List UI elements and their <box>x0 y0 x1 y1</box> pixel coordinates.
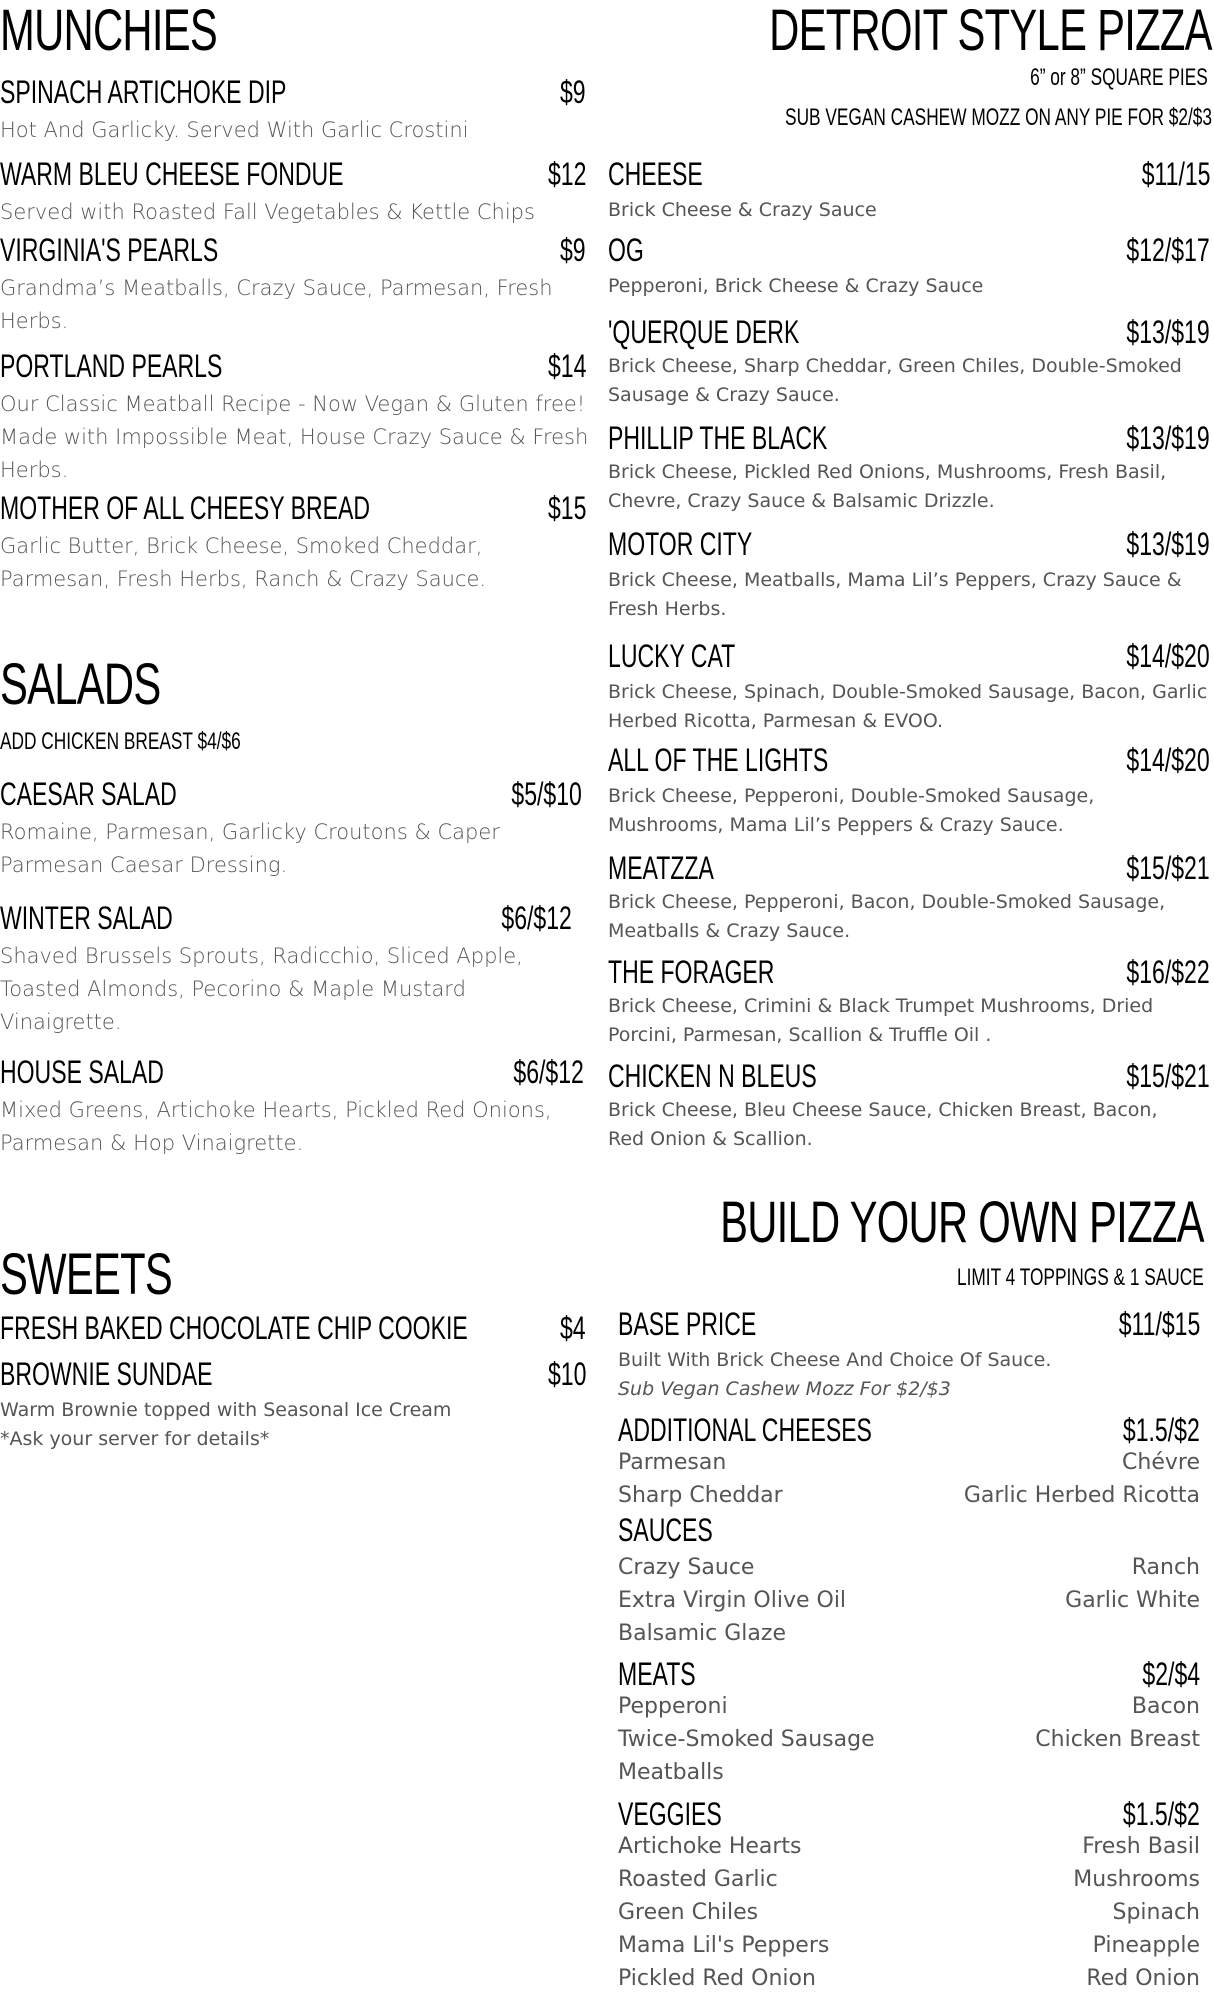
pizza-name: LUCKY CAT <box>608 638 736 674</box>
option-item: Spinach <box>1112 1900 1200 1925</box>
item-name: VIRGINIA'S PEARLS <box>0 232 219 268</box>
pizza-price: $15/$21 <box>1126 1058 1210 1094</box>
option-item: Ranch <box>1131 1555 1200 1580</box>
item-description: Our Classic Meatball Recipe - Now Vegan & Gluten free! Made with Impossible Meat, House Crazy Sauce & Fresh Herbs. <box>0 392 589 482</box>
item-price: $6/$12 <box>501 900 572 936</box>
item-name: HOUSE SALAD <box>0 1054 164 1090</box>
detroit-subtitle: 6” or 8” SQUARE PIES <box>1030 64 1208 91</box>
item-name: WINTER SALAD <box>0 900 173 936</box>
option-item: Pineapple <box>1092 1933 1200 1958</box>
item-price: $9 <box>560 232 586 268</box>
meats-heading: MEATS <box>618 1656 696 1692</box>
cheeses-heading: ADDITIONAL CHEESES <box>618 1412 872 1448</box>
item-name: FRESH BAKED CHOCOLATE CHIP COOKIE <box>0 1310 468 1346</box>
item-description: Shaved Brussels Sprouts, Radicchio, Sliced Apple, Toasted Almonds, Pecorino & Maple Mustard Vinaigrette. <box>0 944 523 1034</box>
item-note: *Ask your server for details* <box>0 1428 270 1450</box>
pizza-description: Brick Cheese, Crimini & Black Trumpet Mushrooms, Dried Porcini, Parmesan, Scallion & Truffle Oil . <box>608 995 1154 1046</box>
munchies-title: MUNCHIES <box>0 0 217 63</box>
pizza-description: Brick Cheese, Bleu Cheese Sauce, Chicken Breast, Bacon, Red Onion & Scallion. <box>608 1099 1158 1150</box>
item-description: Romaine, Parmesan, Garlicky Croutons & Caper Parmesan Caesar Dressing. <box>0 820 500 877</box>
sweets-title: SWEETS <box>0 1242 173 1307</box>
pizza-name: CHICKEN N BLEUS <box>608 1058 817 1094</box>
pizza-name: ALL OF THE LIGHTS <box>608 742 829 778</box>
salads-note: ADD CHICKEN BREAST $4/$6 <box>0 728 241 755</box>
pizza-name: PHILLIP THE BLACK <box>608 420 828 456</box>
item-price: $15 <box>547 490 586 526</box>
item-price: $9 <box>560 74 586 110</box>
item-name: CAESAR SALAD <box>0 776 177 812</box>
option-item: Meatballs <box>618 1760 724 1785</box>
option-item: Roasted Garlic <box>618 1867 778 1892</box>
option-item: Garlic White <box>1065 1588 1200 1613</box>
option-item: Green Chiles <box>618 1900 759 1925</box>
item-name: PORTLAND PEARLS <box>0 348 223 384</box>
item-price: $12 <box>547 156 586 192</box>
item-name: MOTHER OF ALL CHEESY BREAD <box>0 490 371 526</box>
pizza-price: $14/$20 <box>1126 638 1210 674</box>
cheeses-price: $1.5/$2 <box>1123 1412 1200 1448</box>
item-price: $14 <box>547 348 586 384</box>
sauces-heading: SAUCES <box>618 1512 713 1548</box>
item-description: Garlic Butter, Brick Cheese, Smoked Cheddar, Parmesan, Fresh Herbs, Ranch & Crazy Sauce. <box>0 534 487 591</box>
pizza-description: Brick Cheese, Pickled Red Onions, Mushrooms, Fresh Basil, Chevre, Crazy Sauce & Balsamic Drizzle. <box>608 461 1167 512</box>
option-item: Mama Lil's Peppers <box>618 1933 830 1958</box>
item-description: Served with Roasted Fall Vegetables & Kettle Chips <box>0 200 535 224</box>
item-price: $10 <box>547 1356 586 1392</box>
item-name: WARM BLEU CHEESE FONDUE <box>0 156 344 192</box>
option-item: Mushrooms <box>1073 1867 1200 1892</box>
pizza-price: $12/$17 <box>1126 232 1210 268</box>
option-item: Balsamic Glaze <box>618 1621 786 1646</box>
item-description: Mixed Greens, Artichoke Hearts, Pickled Red Onions, Parmesan & Hop Vinaigrette. <box>0 1098 552 1155</box>
pizza-name: MOTOR CITY <box>608 526 753 562</box>
item-price: $6/$12 <box>513 1054 584 1090</box>
byo-title: BUILD YOUR OWN PIZZA <box>720 1190 1204 1255</box>
pizza-description: Brick Cheese, Sharp Cheddar, Green Chiles, Double-Smoked Sausage & Crazy Sauce. <box>608 355 1182 406</box>
option-item: Garlic Herbed Ricotta <box>963 1483 1200 1508</box>
pizza-price: $16/$22 <box>1126 954 1210 990</box>
item-name: SPINACH ARTICHOKE DIP <box>0 74 287 110</box>
veggies-heading: VEGGIES <box>618 1796 722 1832</box>
pizza-name: THE FORAGER <box>608 954 775 990</box>
salads-title: SALADS <box>0 652 161 717</box>
option-item: Sharp Cheddar <box>618 1483 783 1508</box>
pizza-price: $13/$19 <box>1126 420 1210 456</box>
pizza-price: $15/$21 <box>1126 850 1210 886</box>
pizza-name: OG <box>608 232 644 268</box>
pizza-price: $13/$19 <box>1126 314 1210 350</box>
veggies-price: $1.5/$2 <box>1123 1796 1200 1832</box>
pizza-description: Brick Cheese, Pepperoni, Double-Smoked Sausage, Mushrooms, Mama Lil’s Peppers & Crazy Sauce. <box>608 785 1095 836</box>
option-item: Bacon <box>1131 1694 1200 1719</box>
item-price: $5/$10 <box>511 776 582 812</box>
item-description: Warm Brownie topped with Seasonal Ice Cream <box>0 1399 452 1421</box>
meats-price: $2/$4 <box>1142 1656 1200 1692</box>
pizza-price: $13/$19 <box>1126 526 1210 562</box>
pizza-description: Brick Cheese, Meatballs, Mama Lil’s Peppers, Crazy Sauce & Fresh Herbs. <box>608 569 1182 620</box>
option-item: Crazy Sauce <box>618 1555 755 1580</box>
detroit-vegan-note: SUB VEGAN CASHEW MOZZ ON ANY PIE FOR $2/$3 <box>785 104 1212 131</box>
base-price-value: $11/$15 <box>1118 1306 1200 1342</box>
item-description: Grandma’s Meatballs, Crazy Sauce, Parmesan, Fresh Herbs. <box>0 276 553 333</box>
pizza-price: $11/15 <box>1141 156 1210 192</box>
pizza-description: Brick Cheese, Spinach, Double-Smoked Sausage, Bacon, Garlic Herbed Ricotta, Parmesan & EVOO. <box>608 681 1208 732</box>
pizza-price: $14/$20 <box>1126 742 1210 778</box>
item-price: $4 <box>560 1310 586 1346</box>
pizza-name: CHEESE <box>608 156 703 192</box>
base-price-name: BASE PRICE <box>618 1306 757 1342</box>
base-price-description: Built With Brick Cheese And Choice Of Sauce. <box>618 1349 1052 1371</box>
vegan-sub-note: Sub Vegan Cashew Mozz For $2/$3 <box>618 1378 951 1400</box>
option-item: Red Onion <box>1086 1966 1200 1991</box>
option-item: Artichoke Hearts <box>618 1834 802 1859</box>
option-item: Extra Virgin Olive Oil <box>618 1588 847 1613</box>
pizza-description: Brick Cheese & Crazy Sauce <box>608 199 877 221</box>
option-item: Fresh Basil <box>1082 1834 1200 1859</box>
pizza-name: 'QUERQUE DERK <box>608 314 800 350</box>
item-description: Hot And Garlicky. Served With Garlic Crostini <box>0 118 469 142</box>
detroit-title: DETROIT STYLE PIZZA <box>769 0 1212 63</box>
pizza-name: MEATZZA <box>608 850 714 886</box>
option-item: Pepperoni <box>618 1694 728 1719</box>
option-item: Twice-Smoked Sausage <box>618 1727 875 1752</box>
option-item: Pickled Red Onion <box>618 1966 816 1991</box>
pizza-description: Brick Cheese, Pepperoni, Bacon, Double-Smoked Sausage, Meatballs & Crazy Sauce. <box>608 891 1166 942</box>
option-item: Parmesan <box>618 1450 727 1475</box>
option-item: Chévre <box>1122 1450 1200 1475</box>
byo-subtitle: LIMIT 4 TOPPINGS & 1 SAUCE <box>957 1264 1204 1291</box>
pizza-description: Pepperoni, Brick Cheese & Crazy Sauce <box>608 275 984 297</box>
option-item: Chicken Breast <box>1035 1727 1200 1752</box>
item-name: BROWNIE SUNDAE <box>0 1356 213 1392</box>
